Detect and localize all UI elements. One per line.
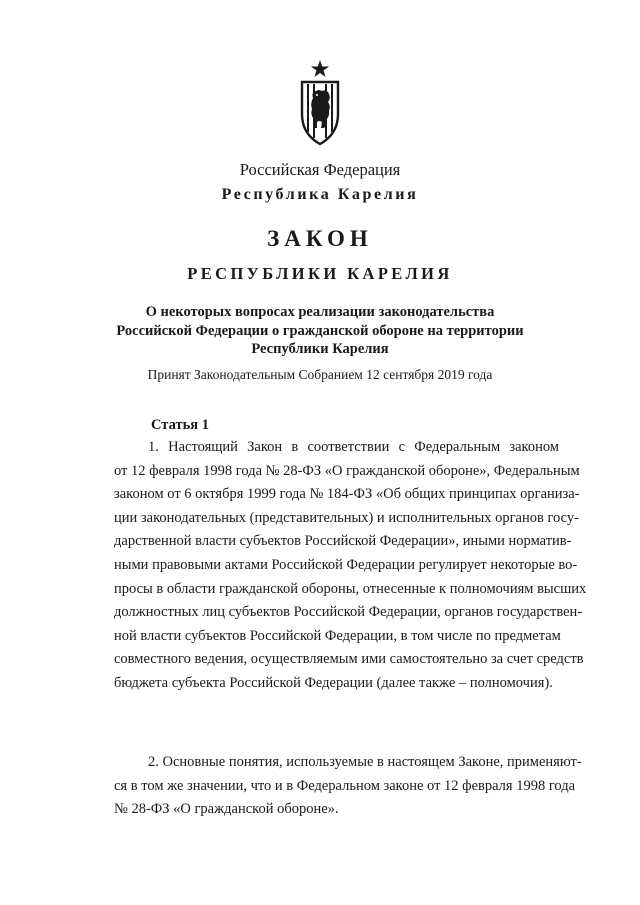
country-name: Российская Федерация: [239, 160, 401, 179]
law-subject-line: Республики Карелия: [251, 341, 389, 357]
article-heading: Статья 1: [151, 417, 209, 433]
text-line: законом от 6 октября 1999 года № 184-ФЗ «Об общих принципах организа-: [114, 486, 580, 503]
text-line: дарственной власти субъектов Российской Федерации», иными норматив-: [114, 533, 572, 550]
text-line: ной власти субъектов Российской Федерации, в том числе по предметам: [114, 627, 561, 644]
adoption-note: Принят Законодательным Собранием 12 сентября 2019 года: [147, 367, 493, 382]
text-line: должностных лиц субъектов Российской Федерации, органов государствен-: [114, 604, 583, 621]
coat-of-arms-icon: [298, 58, 342, 148]
document-issuer-title: РЕСПУБЛИКИ КАРЕЛИЯ: [187, 264, 453, 283]
republic-name: Республика Карелия: [221, 186, 419, 203]
text-line: ся в том же значении, что и в Федеральном законе от 12 февраля 1998 года: [114, 777, 576, 794]
law-subject: [0, 303, 640, 359]
text-line: бюджета субъекта Российской Федерации (далее также – полномочия).: [114, 674, 553, 691]
text-line: № 28-ФЗ «О гражданской обороне».: [114, 801, 339, 818]
article-paragraph-1: [114, 436, 587, 696]
law-subject-line: Российской Федерации о гражданской обороне на территории: [116, 322, 524, 339]
text-line: совместного ведения, осуществляемым ими самостоятельно за счет средств: [114, 651, 584, 668]
article-paragraph-2: [114, 751, 582, 822]
document-type-title: ЗАКОН: [267, 226, 373, 251]
text-line: ными правовыми актами Российской Федерации регулирует некоторые во-: [114, 556, 578, 573]
text-line: ции законодательных (представительных) и исполнительных органов госу-: [114, 509, 579, 526]
text-line: 2. Основные понятия, используемые в настоящем Законе, применяют-: [148, 754, 582, 770]
text-line: просы в области гражданской обороны, отнесенные к полномочиям высших: [114, 580, 587, 597]
text-line: 1. Настоящий Закон в соответствии с Федеральным законом: [148, 439, 559, 455]
text-line: от 12 февраля 1998 года № 28-ФЗ «О гражданской обороне», Федеральным: [114, 462, 580, 479]
law-subject-line: О некоторых вопросах реализации законодательства: [145, 304, 495, 320]
star-icon: [311, 60, 329, 77]
